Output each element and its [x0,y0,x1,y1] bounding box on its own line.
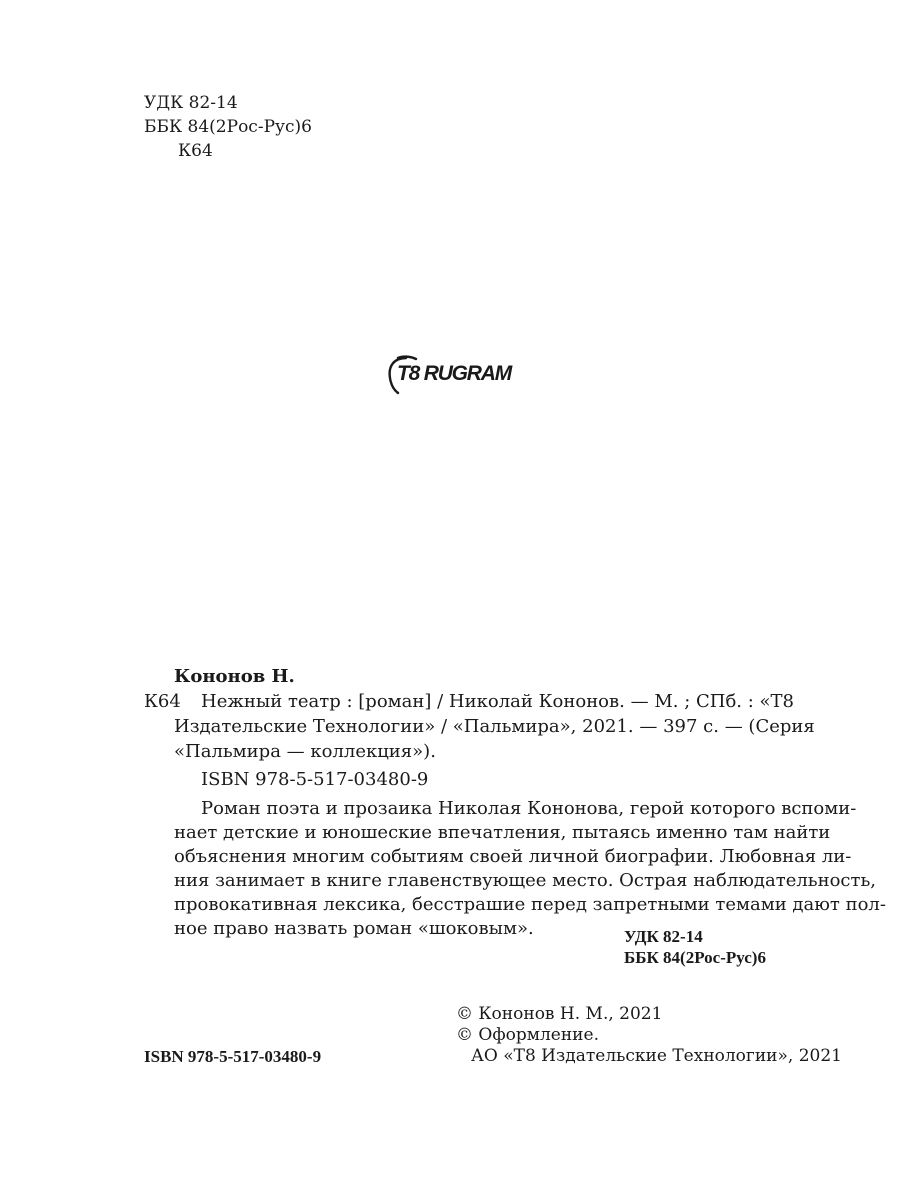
card-bbk: ББК 84(2Рос-Рус)6 [624,948,766,967]
footer-isbn: ISBN 978-5-517-03480-9 [144,1047,322,1066]
abstract-line-2: нает детские и юношеские впечатления, пытаясь именно там найти [174,822,831,843]
bib-line-3: «Пальмира — коллекция»). [174,741,436,762]
copyright-publisher: АО «Т8 Издательские Технологии», 2021 [471,1046,842,1066]
bib-line-1: Нежный театр : [роман] / Николай Кононов. — М. ; СПб. : «Т8 [201,691,794,712]
logo-text: T8 RUGRAM [397,362,512,385]
author-mark: К64 [178,141,213,161]
bbk-code: ББК 84(2Рос-Рус)6 [144,117,312,137]
card-author: Кононов Н. [174,666,295,687]
abstract-line-1: Роман поэта и прозаика Николая Кононова, герой которого вспоми- [201,798,857,819]
udk-code: УДК 82-14 [144,93,238,113]
card-author-mark: К64 [144,691,181,712]
abstract-line-3: объяснения многим событиям своей личной биографии. Любовная ли- [174,846,852,867]
card-udk: УДК 82-14 [624,927,703,946]
publisher-logo [384,352,534,396]
abstract-line-6: ное право назвать роман «шоковым». [174,918,534,939]
abstract-line-5: провокативная лексика, бесстрашие перед запретными темами дают пол- [174,894,886,915]
card-isbn: ISBN 978-5-517-03480-9 [201,769,429,790]
copyright-author: © Кононов Н. М., 2021 [456,1004,663,1024]
abstract-line-4: ния занимает в книге главенствующее место. Острая наблюдательность, [174,870,876,891]
copyright-design: © Оформление. [456,1025,599,1045]
bib-line-2: Издательские Технологии» / «Пальмира», 2021. — 397 с. — (Серия [174,716,815,737]
